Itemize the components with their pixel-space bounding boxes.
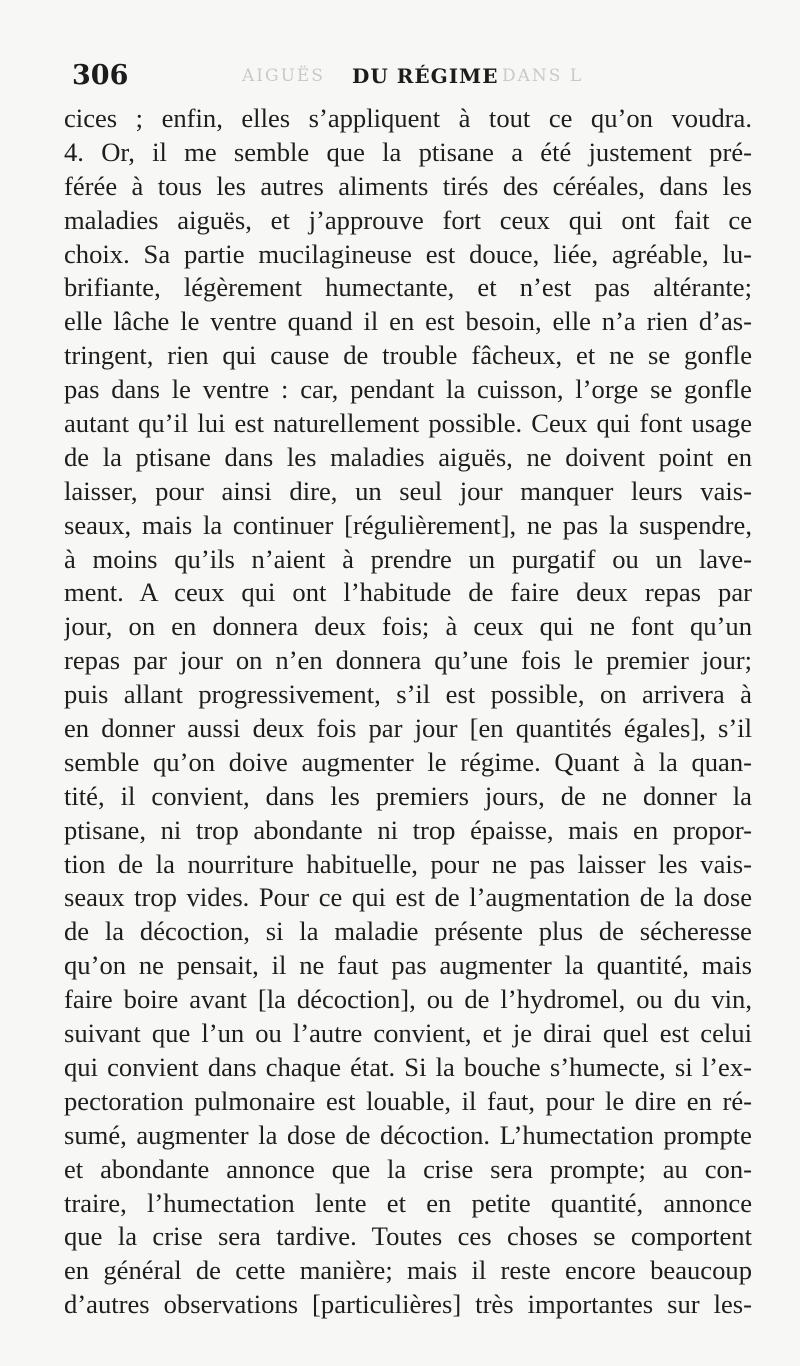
- text-line: et abondante annonce que la crise sera prompte; au con-: [64, 1153, 752, 1184]
- text-line: autant qu’il lui est naturellement possible. Ceux qui font usage: [64, 408, 752, 439]
- show-through-text-right: DANS L: [502, 66, 584, 86]
- text-line: cices ; enfin, elles s’appliquent à tout ce qu’on voudra.: [64, 103, 752, 133]
- running-title: DU RÉGIME: [352, 64, 499, 88]
- text-line: pas dans le ventre : car, pendant la cuisson, l’orge se gonfle: [64, 374, 752, 405]
- text-line: maladies aiguës, et j’approuve fort ceux qui ont fait ce: [64, 204, 752, 235]
- text-line: en donner aussi deux fois par jour [en quantités égales], s’il: [64, 713, 752, 744]
- text-line: de la ptisane dans les maladies aiguës, ne doivent point en: [64, 441, 752, 472]
- text-line: semble qu’on doive augmenter le régime. Quant à la quan-: [64, 746, 752, 777]
- text-line: jour, on en donnera deux fois; à ceux qui ne font qu’un: [64, 611, 752, 642]
- text-line: seaux, mais la continuer [régulièrement], ne pas la suspendre,: [64, 509, 752, 540]
- body-text: [64, 102, 752, 1322]
- text-line: seaux trop vides. Pour ce qui est de l’augmentation de la dose: [64, 882, 752, 913]
- text-line: qui convient dans chaque état. Si la bouche s’humecte, si l’ex-: [64, 1051, 752, 1082]
- text-line: traire, l’humectation lente et en petite quantité, annonce: [64, 1187, 752, 1218]
- text-line: 4. Or, il me semble que la ptisane a été justement pré-: [64, 136, 752, 167]
- text-line: tion de la nourriture habituelle, pour ne pas laisser les vais-: [64, 848, 752, 879]
- text-line: de la décoction, si la maladie présente plus de sécheresse: [64, 916, 752, 947]
- text-line: d’autres observations [particulières] très importantes sur les-: [64, 1289, 752, 1320]
- text-line: pectoration pulmonaire est louable, il faut, pour le dire en ré-: [64, 1085, 752, 1116]
- text-line: ment. A ceux qui ont l’habitude de faire deux repas par: [64, 577, 752, 608]
- text-line: puis allant progressivement, s’il est possible, on arrivera à: [64, 679, 752, 710]
- text-line: faire boire avant [la décoction], ou de l’hydromel, ou du vin,: [64, 984, 752, 1015]
- text-line: brifiante, légèrement humectante, et n’est pas altérante;: [64, 272, 752, 303]
- text-line: ptisane, ni trop abondante ni trop épaisse, mais en propor-: [64, 814, 752, 845]
- text-line: choix. Sa partie mucilagineuse est douce, liée, agréable, lu-: [64, 238, 752, 269]
- text-line: que la crise sera tardive. Toutes ces choses se comportent: [64, 1221, 752, 1252]
- show-through-text-left: AIGUËS: [242, 66, 325, 86]
- text-line: tité, il convient, dans les premiers jours, de ne donner la: [64, 780, 752, 811]
- page-header: [72, 60, 762, 100]
- text-line: laisser, pour ainsi dire, un seul jour manquer leurs vais-: [64, 475, 752, 506]
- text-line: sumé, augmenter la dose de décoction. L’humectation prompte: [64, 1119, 752, 1150]
- text-line: qu’on ne pensait, il ne faut pas augmenter la quantité, mais: [64, 950, 752, 981]
- text-line: elle lâche le ventre quand il en est besoin, elle n’a rien d’as-: [64, 306, 752, 337]
- text-line: tringent, rien qui cause de trouble fâcheux, et ne se gonfle: [64, 340, 752, 371]
- text-line: suivant que l’un ou l’autre convient, et je dirai quel est celui: [64, 1018, 752, 1049]
- text-line: repas par jour on n’en donnera qu’une fois le premier jour;: [64, 645, 752, 676]
- page-number: 306: [72, 60, 129, 91]
- text-line: férée à tous les autres aliments tirés des céréales, dans les: [64, 170, 752, 201]
- text-line: en général de cette manière; mais il reste encore beaucoup: [64, 1255, 752, 1286]
- text-line: à moins qu’ils n’aient à prendre un purgatif ou un lave-: [64, 543, 752, 574]
